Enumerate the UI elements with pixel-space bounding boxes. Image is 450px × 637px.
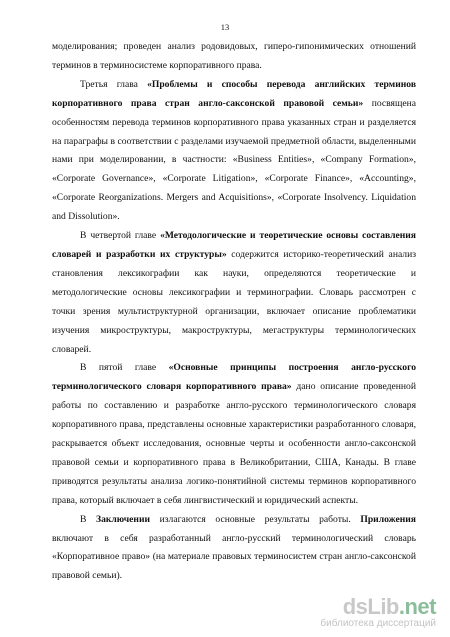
text-run: Третья глава (80, 78, 148, 90)
paragraph-p3 (52, 227, 416, 359)
text-run: В пятой главе (80, 362, 169, 374)
watermark-subtitle: библиотека диссертаций (320, 618, 436, 629)
text-run: излагаются основные результаты работы. (150, 513, 361, 525)
text-run: посвящена особенностям перевода терминов корпоративного права указанных стран и разделяется на параграфы в соответствии с разделами изучаемой предметной области, выделенными нами при моделировании, в частности: «Business Entities», «Company Formation», «Corporate Governance», «Corporate Litigation», «Corporate Finance», «Accounting», «Corporate Reorganizations. Mergers and Acquisitions», «Corporate Insolvency. Liquidation and Dissolution». (52, 97, 416, 223)
bold-text-run: Заключении (96, 513, 151, 525)
text-run: В (80, 513, 97, 525)
watermark (320, 595, 436, 629)
paragraph-p5 (52, 511, 416, 587)
text-run: В четвертой главе (80, 230, 161, 242)
text-run: включают в себя разработанный англо-русский терминологический словарь «Корпоративное право» (на материале правовых терминосистем стран англо-саксонской правовой семьи). (52, 532, 416, 582)
bold-text-run: «Методологические и теоретические основы составления словарей и разработки их структуры» (52, 230, 416, 260)
watermark-logo-prefix: dsLib (342, 594, 399, 619)
text-run: дано описание проведенной работы по составлению и разработке англо-русского терминологического словаря корпоративного права, представлены основные характеристики разработанного словаря, раскрывается объект исследования, основные черты и особенности англо-саксонской правовой семьи и корпоративного права в Великобритании, США, Канады. В главе приводятся результаты анализа логико-понятийной системы терминов корпоративного права, который включает в себя лингвистический и юридический аспекты. (52, 381, 416, 506)
text-run: содержится историко-теоретический анализ становления лексикографии как науки, определяются теоретические и методологические основы лексикографии и терминографии. Словарь рассмотрен с точки зрения мультиструктурной организации, включает описание проблематики изучения микроструктуры, макроструктуры, мегаструктуры терминологических словарей. (52, 248, 417, 355)
document-body (52, 38, 416, 586)
bold-text-run: Приложения (360, 513, 416, 525)
watermark-logo-suffix: .net (398, 594, 436, 619)
paragraph-p1 (52, 38, 416, 76)
bold-text-run: «Основные принципы построения англо-русского терминологического словаря корпоративного права» (52, 362, 416, 393)
watermark-logo (320, 595, 436, 619)
page-number: 13 (220, 22, 230, 32)
paragraph-p2 (52, 76, 416, 227)
text-run: моделирования; проведен анализ родовидовых, гиперо-гипонимических отношений терминов в терминосистеме корпоративного права. (52, 41, 416, 71)
bold-text-run: «Проблемы и способы перевода английских терминов корпоративного права стран англо-саксонской правовой семьи» (52, 78, 416, 109)
paragraph-p4 (52, 359, 416, 510)
